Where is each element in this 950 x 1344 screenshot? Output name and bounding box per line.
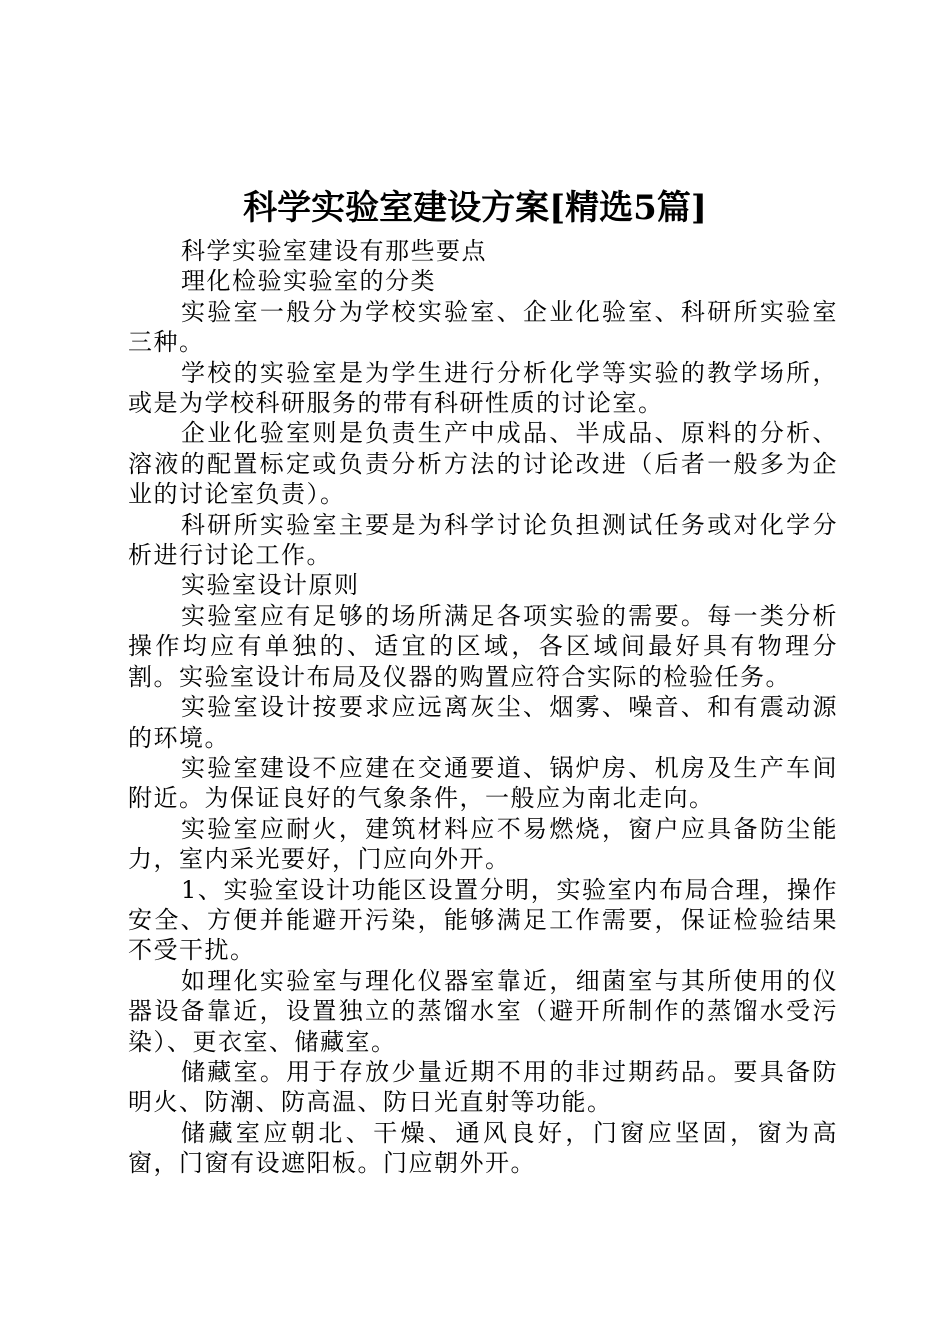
paragraph: 科研所实验室主要是为科学讨论负担测试任务或对化学分析进行讨论工作。: [128, 510, 838, 570]
document-title: 科学实验室建设方案[精选5篇]: [243, 188, 707, 228]
paragraph: 实验室应耐火，建筑材料应不易燃烧，窗户应具备防尘能力，室内采光要好，门应向外开。: [128, 814, 838, 874]
document-body: [128, 236, 838, 1179]
paragraph: 实验室应有足够的场所满足各项实验的需要。每一类分析操作均应有单独的、适宜的区域，各区域间最好具有物理分割。实验室设计布局及仪器的购置应符合实际的检验任务。: [128, 601, 838, 691]
paragraph: 实验室一般分为学校实验室、企业化验室、科研所实验室三种。: [128, 297, 838, 357]
paragraph: 理化检验实验室的分类: [181, 267, 436, 296]
paragraph: 实验室建设不应建在交通要道、锅炉房、机房及生产车间附近。为保证良好的气象条件，一般应为南北走向。: [128, 753, 838, 813]
paragraph: 实验室设计按要求应远离灰尘、烟雾、噪音、和有震动源的环境。: [128, 693, 838, 752]
paragraph: 学校的实验室是为学生进行分析化学等实验的教学场所，或是为学校科研服务的带有科研性质的讨论室。: [128, 358, 838, 418]
paragraph: 储藏室应朝北、干燥、通风良好，门窗应坚固，窗为高窗，门窗有设遮阳板。门应朝外开。: [128, 1118, 838, 1178]
paragraph: 实验室设计原则: [181, 571, 360, 600]
paragraph: 企业化验室则是负责生产中成品、半成品、原料的分析、溶液的配置标定或负责分析方法的讨论改进（后者一般多为企业的讨论室负责）。: [128, 419, 838, 509]
paragraph: 科学实验室建设有那些要点: [181, 237, 487, 265]
paragraph: 如理化实验室与理化仪器室靠近，细菌室与其所使用的仪器设备靠近，设置独立的蒸馏水室（避开所制作的蒸馏水受污染）、更衣室、储藏室。: [128, 966, 838, 1056]
paragraph: 储藏室。用于存放少量近期不用的非过期药品。要具备防明火、防潮、防高温、防日光直射等功能。: [128, 1057, 838, 1117]
paragraph: 1、实验室设计功能区设置分明，实验室内布局合理，操作安全、方便并能避开污染，能够满足工作需要，保证检验结果不受干扰。: [128, 875, 838, 965]
